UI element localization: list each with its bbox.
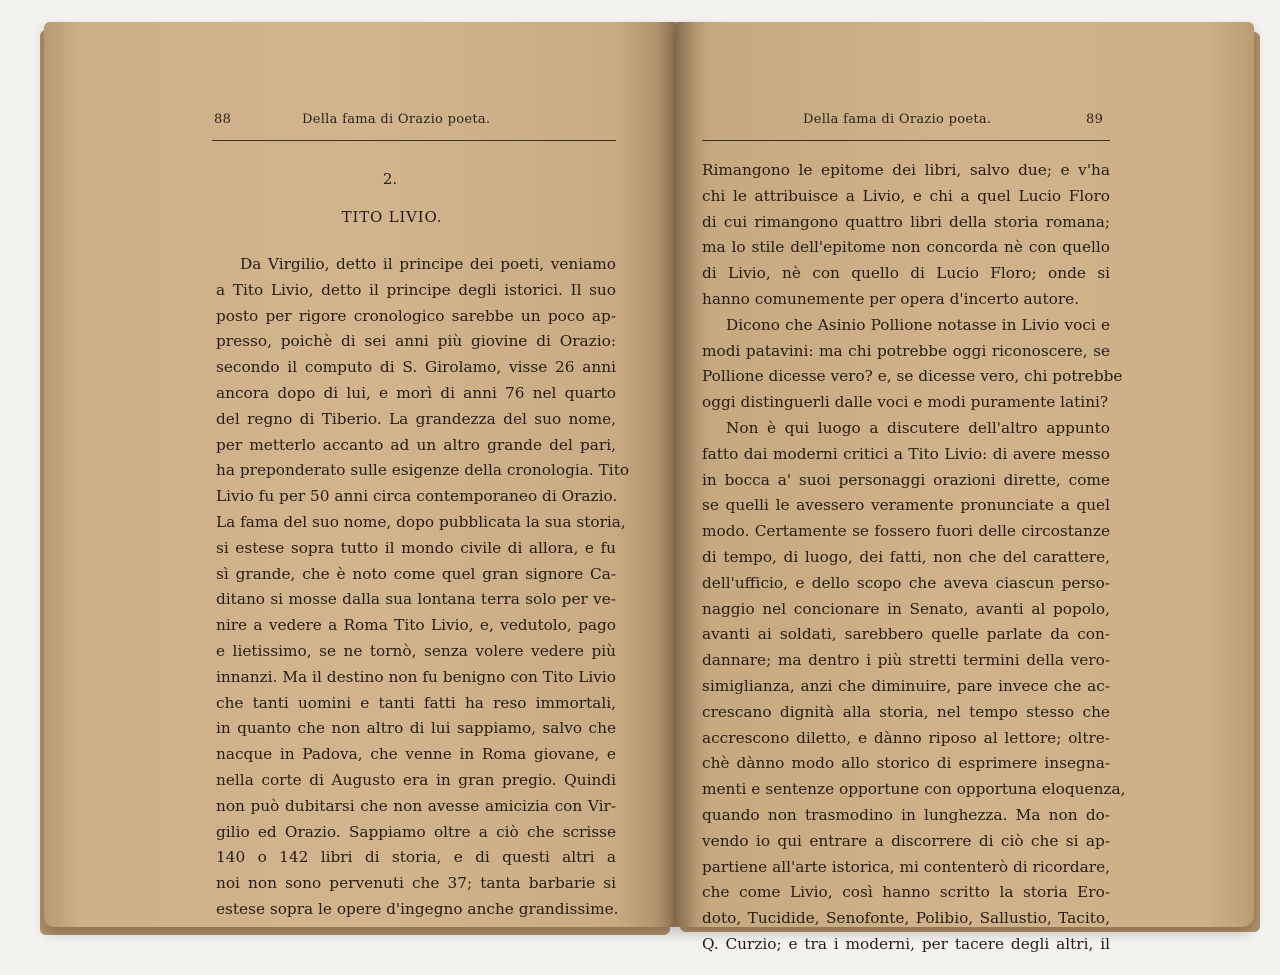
text-line: nacque in Padova, che venne in Roma giovane, e [216, 745, 616, 764]
text-line: di tempo, di luogo, dei fatti, non che del carattere, [702, 547, 1110, 566]
text-line: che come Livio, così hanno scritto la storia Ero- [702, 883, 1110, 902]
left-page-number: 88 [214, 112, 232, 127]
text-line: Non è qui luogo a discutere dell'altro appunto [726, 418, 1110, 437]
text-line: vendo io qui entrare a discorrere di ciò che si ap- [702, 831, 1110, 850]
text-line: presso, poichè di sei anni più giovine di Orazio: [216, 332, 616, 351]
text-line: gilio ed Orazio. Sappiamo oltre a ciò che scrisse [216, 822, 616, 841]
text-line: naggio nel concionare in Senato, avanti al popolo, [702, 599, 1110, 618]
left-header-rule [212, 140, 616, 141]
text-line: simiglianza, anzi che diminuire, pare invece che ac- [702, 676, 1110, 695]
left-running-head: Della fama di Orazio poeta. [302, 112, 491, 127]
right-running-head: Della fama di Orazio poeta. [803, 112, 992, 127]
open-book [30, 22, 1265, 953]
text-line: posto per rigore cronologico sarebbe un poco ap- [216, 306, 616, 325]
text-line: che tanti uomini e tanti fatti ha reso immortali, [216, 693, 616, 712]
text-line: Livio fu per 50 anni circa contemporaneo di Orazio. [216, 487, 618, 506]
text-line: di cui rimangono quattro libri della storia romana; [702, 212, 1110, 231]
text-line: Dicono che Asinio Pollione notasse in Livio voci e [726, 315, 1110, 334]
text-line: oggi distinguerli dalle voci e modi puramente latini? [702, 393, 1109, 412]
text-line: chè dànno modo allo storico di esprimere insegna- [702, 754, 1110, 773]
text-line: del regno di Tiberio. La grandezza del suo nome, [216, 409, 616, 428]
text-line: accrescono diletto, e dànno riposo al lettore; oltre- [702, 728, 1110, 747]
text-line: modi patavini: ma chi potrebbe oggi riconoscere, se [702, 341, 1110, 360]
text-line: hanno comunemente per opera d'incerto autore. [702, 289, 1080, 308]
right-page-number: 89 [1086, 112, 1104, 127]
text-line: a Tito Livio, detto il principe degli istorici. Il suo [216, 280, 616, 299]
text-line: dannare; ma dentro i più stretti termini della vero- [702, 651, 1110, 670]
right-header-rule [702, 140, 1110, 141]
text-line: secondo il computo di S. Girolamo, visse 26 anni [216, 358, 616, 377]
text-line: in bocca a' suoi personaggi orazioni dirette, come [702, 470, 1110, 489]
text-line: ditano si mosse dalla sua lontana terra solo per ve- [216, 590, 616, 609]
text-line: quando non trasmodino in lunghezza. Ma non do- [702, 805, 1110, 824]
text-line: modo. Certamente se fossero fuori delle circostanze [702, 522, 1110, 541]
chapter-number: 2. [382, 170, 398, 188]
text-line: noi non sono pervenuti che 37; tanta barbarie si [216, 874, 616, 893]
right-body-text [702, 158, 1126, 958]
text-line: 140 o 142 libri di storia, e di questi altri a [216, 848, 616, 867]
right-page [676, 22, 1254, 953]
text-line: ancora dopo di lui, e morì di anni 76 nel quarto [216, 383, 616, 402]
text-line: si estese sopra tutto il mondo civile di allora, e fu [216, 538, 616, 557]
text-line: non può dubitarsi che non avesse amicizia con Vir- [216, 796, 616, 815]
text-line: crescano dignità alla storia, nel tempo stesso che [702, 702, 1110, 721]
text-line: avanti ai soldati, sarebbero quelle parlate da con- [702, 625, 1110, 644]
text-line: dell'ufficio, e dello scopo che aveva ciascun perso- [702, 573, 1110, 592]
text-line: Rimangono le epitome dei libri, salvo due; e v'ha [702, 161, 1110, 179]
chapter-title: TITO LIVIO. [341, 208, 443, 226]
text-line: e lietissimo, se ne tornò, senza volere vedere più [216, 641, 616, 660]
text-line: La fama del suo nome, dopo pubblicata la sua storia, [216, 512, 626, 531]
text-line: Q. Curzio; e tra i moderni, per tacere degli altri, il [702, 934, 1110, 953]
text-line: estese sopra le opere d'ingegno anche grandissime. [216, 899, 619, 918]
text-line: sì grande, che è noto come quel gran signore Ca- [216, 564, 616, 583]
text-line: chi le attribuisce a Livio, e chi a quel Lucio Floro [702, 186, 1110, 205]
left-page [44, 22, 676, 927]
text-line: ma lo stile dell'epitome non concorda nè con quello [702, 238, 1110, 257]
text-line: Da Virgilio, detto il principe dei poeti, veniamo [240, 255, 616, 273]
text-line: in quanto che non altro di lui sappiamo, salvo che [216, 719, 616, 738]
text-line: nella corte di Augusto era in gran pregio. Quindi [216, 770, 616, 789]
text-line: per metterlo accanto ad un altro grande del pari, [216, 435, 616, 454]
text-line: doto, Tucidide, Senofonte, Polibio, Sallustio, Tacito, [702, 909, 1110, 928]
text-line: innanzi. Ma il destino non fu benigno con Tito Livio [216, 667, 616, 686]
text-line: menti e sentenze opportune con opportuna eloquenza, [702, 780, 1126, 799]
text-line: fatto dai moderni critici a Tito Livio: di avere messo [702, 444, 1110, 463]
text-line: ha preponderato sulle esigenze della cronologia. Tito [216, 461, 630, 480]
text-line: nire a vedere a Roma Tito Livio, e, vedutolo, pago [216, 616, 616, 635]
text-line: Pollione dicesse vero? e, se dicesse vero, chi potrebbe [702, 367, 1123, 386]
text-line: partiene all'arte istorica, mi contenterò di ricordare, [702, 857, 1110, 876]
text-line: se quelli le avessero veramente pronunciate a quel [702, 496, 1110, 515]
text-line: di Livio, nè con quello di Lucio Floro; onde si [702, 264, 1110, 283]
left-body-text [216, 252, 630, 923]
